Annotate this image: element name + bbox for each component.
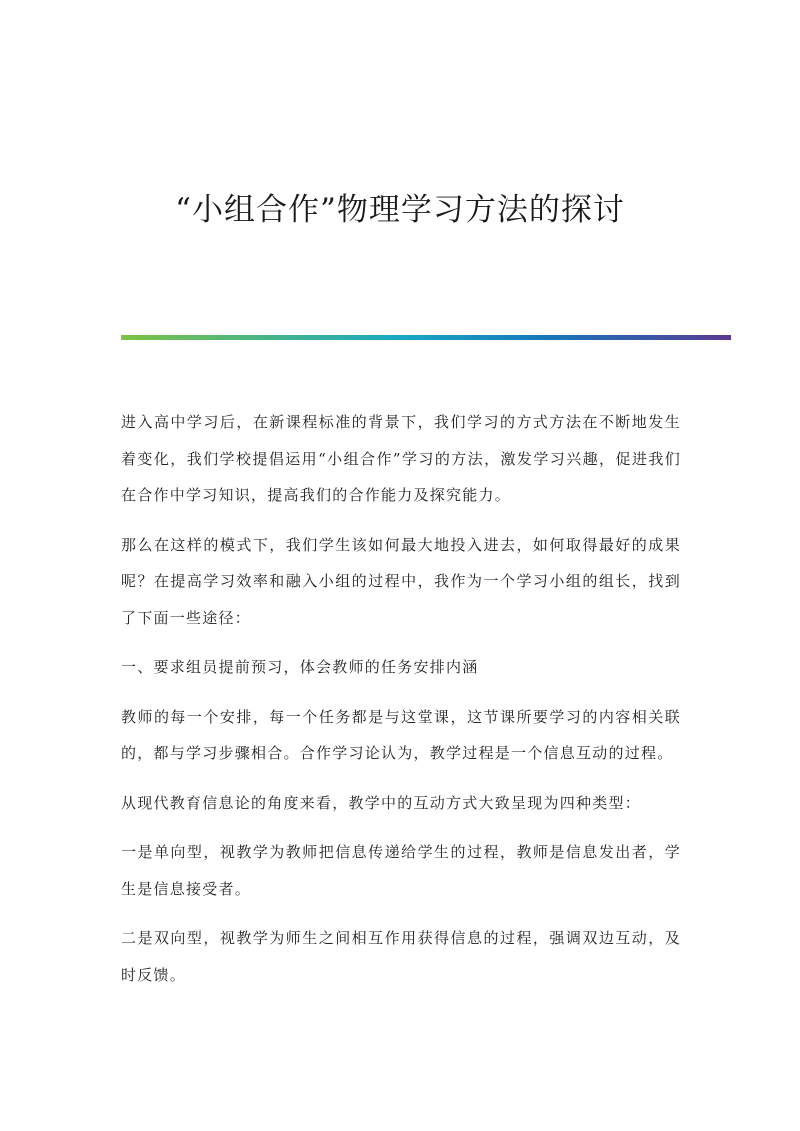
paragraph-teacher-tasks: 教师的每一个安排，每一个任务都是与这堂课，这节课所要学习的内容相关联的，都与学习步骤相合。合作学习论认为，教学过程是一个信息互动的过程。: [121, 707, 681, 762]
paragraph-intro: 进入高中学习后，在新课程标准的背景下，我们学习的方式方法在不断地发生着变化，我们学校提倡运用“小组合作”学习的方法，激发学习兴趣，促进我们在合作中学习知识，提高我们的合作能力及探究能力。: [121, 413, 681, 504]
paragraph-one-way: 一是单向型，视教学为教师把信息传递给学生的过程，教师是信息发出者，学生是信息接受者。: [121, 843, 681, 898]
title-divider: [121, 335, 731, 340]
paragraph-two-way: 二是双向型，视教学为师生之间相互作用获得信息的过程，强调双边互动，及时反馈。: [121, 929, 681, 984]
paragraph-question: 那么在这样的模式下，我们学生该如何最大地投入进去，如何取得最好的成果呢？在提高学习效率和融入小组的过程中，我作为一个学习小组的组长，找到了下面一些途径：: [121, 535, 681, 627]
document-body: [121, 404, 681, 1006]
section-heading-1: 一、要求组员提前预习，体会教师的任务安排内涵: [121, 658, 479, 676]
paragraph-interaction-types: 从现代教育信息论的角度来看，教学中的互动方式大致呈现为四种类型：: [121, 793, 642, 812]
page-title: “小组合作”物理学习方法的探讨: [175, 192, 625, 228]
